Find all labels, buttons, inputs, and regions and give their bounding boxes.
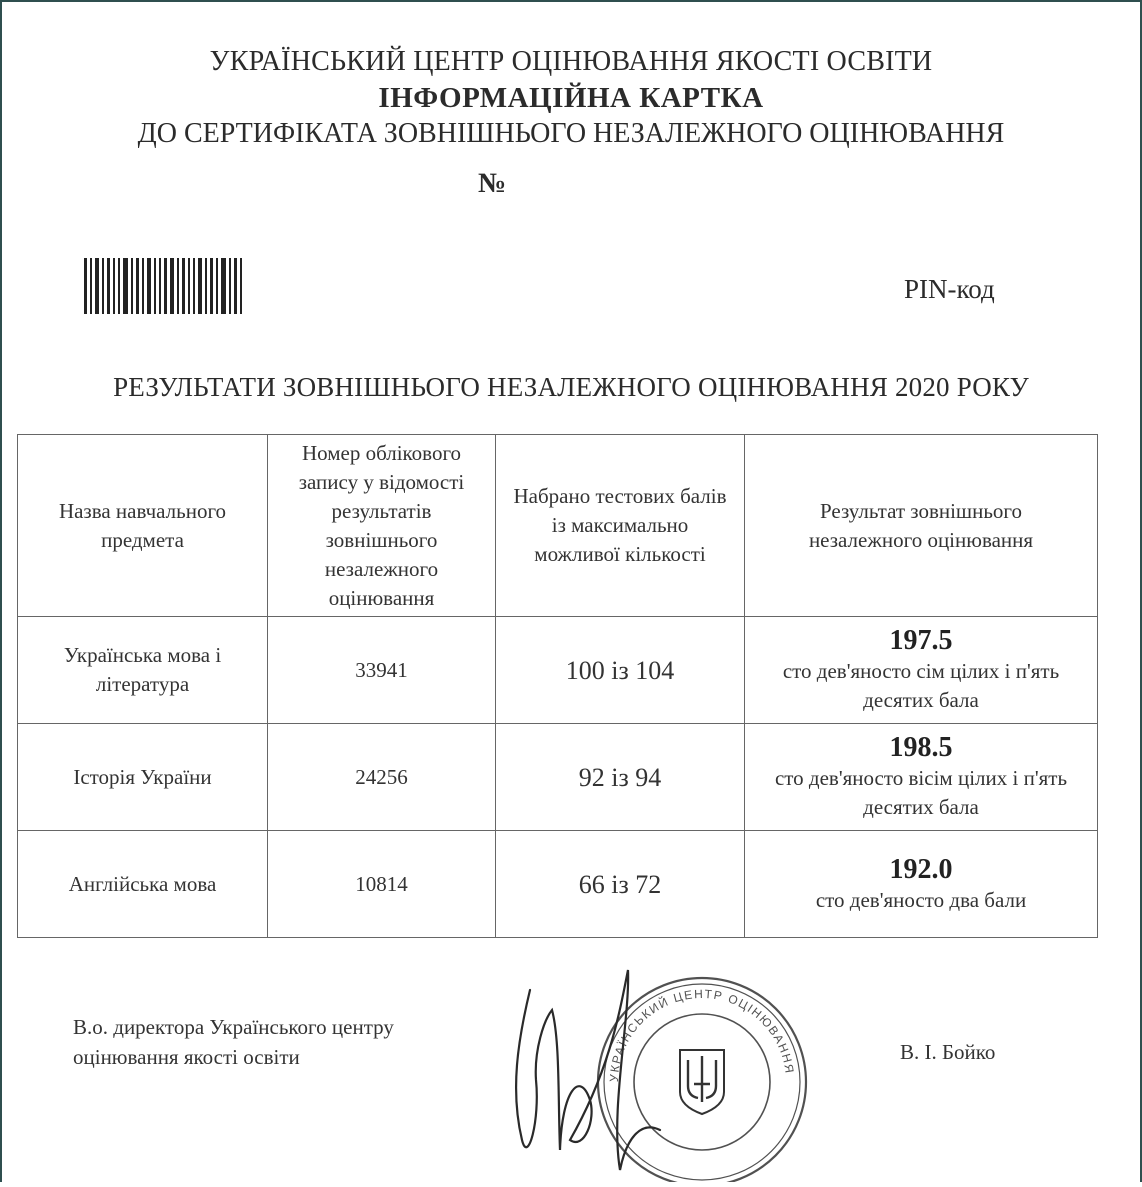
barcode-bar (102, 258, 104, 314)
official-stamp-icon (500, 950, 810, 1182)
barcode-bar (210, 258, 213, 314)
result-cell (745, 617, 1098, 724)
barcode-bar (136, 258, 139, 314)
barcode (84, 258, 292, 314)
barcode-bar (198, 258, 202, 314)
organization-name: УКРАЇНСЬКИЙ ЦЕНТР ОЦІНЮВАННЯ ЯКОСТІ ОСВІТИ (209, 46, 933, 77)
signatory-position: В.о. директора Українського центру оцінювання якості освіти (73, 1015, 394, 1069)
barcode-bar (123, 258, 128, 314)
table-row (18, 617, 1098, 724)
barcode-bar (170, 258, 174, 314)
record-cell: 33941 (268, 617, 496, 724)
header-result: Результат зовнішнього незалежного оцінювання (745, 435, 1098, 617)
results-table (17, 434, 1098, 938)
subject-cell: Українська мова і література (18, 617, 268, 724)
certificate-number-label: № (478, 168, 507, 199)
header-test-points: Набрано тестових балів із максимально можливої кількості (496, 435, 745, 617)
barcode-bar (177, 258, 179, 314)
score-words: сто дев'яносто два бали (815, 887, 1027, 912)
stamp-text: УКРАЇНСЬКИЙ ЦЕНТР ОЦІНЮВАННЯ (606, 986, 797, 1083)
record-cell: 24256 (268, 724, 496, 831)
barcode-bar (113, 258, 115, 314)
barcode-bar (193, 258, 195, 314)
barcode-bar (84, 258, 87, 314)
barcode-bar (188, 258, 190, 314)
barcode-bar (205, 258, 207, 314)
signatory-name: В. І. Бойко (900, 1040, 996, 1064)
record-cell: 10814 (268, 831, 496, 938)
card-title: ІНФОРМАЦІЙНА КАРТКА (378, 82, 764, 114)
score-words: сто дев'яносто вісім цілих і п'ять десятих бала (774, 766, 1068, 819)
score-value: 192.0 (889, 853, 953, 885)
score-value: 197.5 (889, 625, 953, 656)
result-cell (745, 724, 1098, 831)
subject-cell: Англійська мова (18, 831, 268, 938)
barcode-bar (240, 258, 242, 314)
barcode-bar (216, 258, 218, 314)
svg-text:УКРАЇНСЬКИЙ ЦЕНТР ОЦІНЮВАННЯ Я (500, 950, 797, 1082)
results-title: РЕЗУЛЬТАТИ ЗОВНІШНЬОГО НЕЗАЛЕЖНОГО ОЦІНЮВАННЯ 2020 РОКУ (113, 372, 1029, 402)
points-cell: 92 із 94 (496, 724, 745, 831)
certificate-subtitle: ДО СЕРТИФІКАТА ЗОВНІШНЬОГО НЕЗАЛЕЖНОГО ОЦІНЮВАННЯ (137, 118, 1005, 149)
barcode-bar (229, 258, 231, 314)
barcode-bar (182, 258, 185, 314)
table-header-row (18, 435, 1098, 617)
trident-icon (680, 1050, 724, 1114)
barcode-bar (221, 258, 226, 314)
result-cell (745, 831, 1098, 938)
barcode-bar (142, 258, 144, 314)
barcode-bar (95, 258, 99, 314)
stamp-and-signature (500, 950, 810, 1182)
barcode-bar (131, 258, 133, 314)
table-row (18, 831, 1098, 938)
pin-code-label: PIN-код (904, 274, 995, 304)
points-cell: 100 із 104 (496, 617, 745, 724)
score-words: сто дев'яносто сім цілих і п'ять десятих бала (782, 659, 1060, 712)
barcode-bar (90, 258, 92, 314)
score-value: 198.5 (889, 732, 953, 763)
barcode-bar (164, 258, 167, 314)
barcode-bar (147, 258, 151, 314)
barcode-bar (159, 258, 161, 314)
barcode-bar (234, 258, 237, 314)
header-record-number: Номер облікового запису у відомості результатів зовнішнього незалежного оцінювання (268, 435, 496, 617)
barcode-bar (107, 258, 110, 314)
barcode-bar (154, 258, 156, 314)
subject-cell: Історія України (18, 724, 268, 831)
points-cell: 66 із 72 (496, 831, 745, 938)
header-subject: Назва навчального предмета (18, 435, 268, 617)
table-row (18, 724, 1098, 831)
barcode-bar (118, 258, 120, 314)
